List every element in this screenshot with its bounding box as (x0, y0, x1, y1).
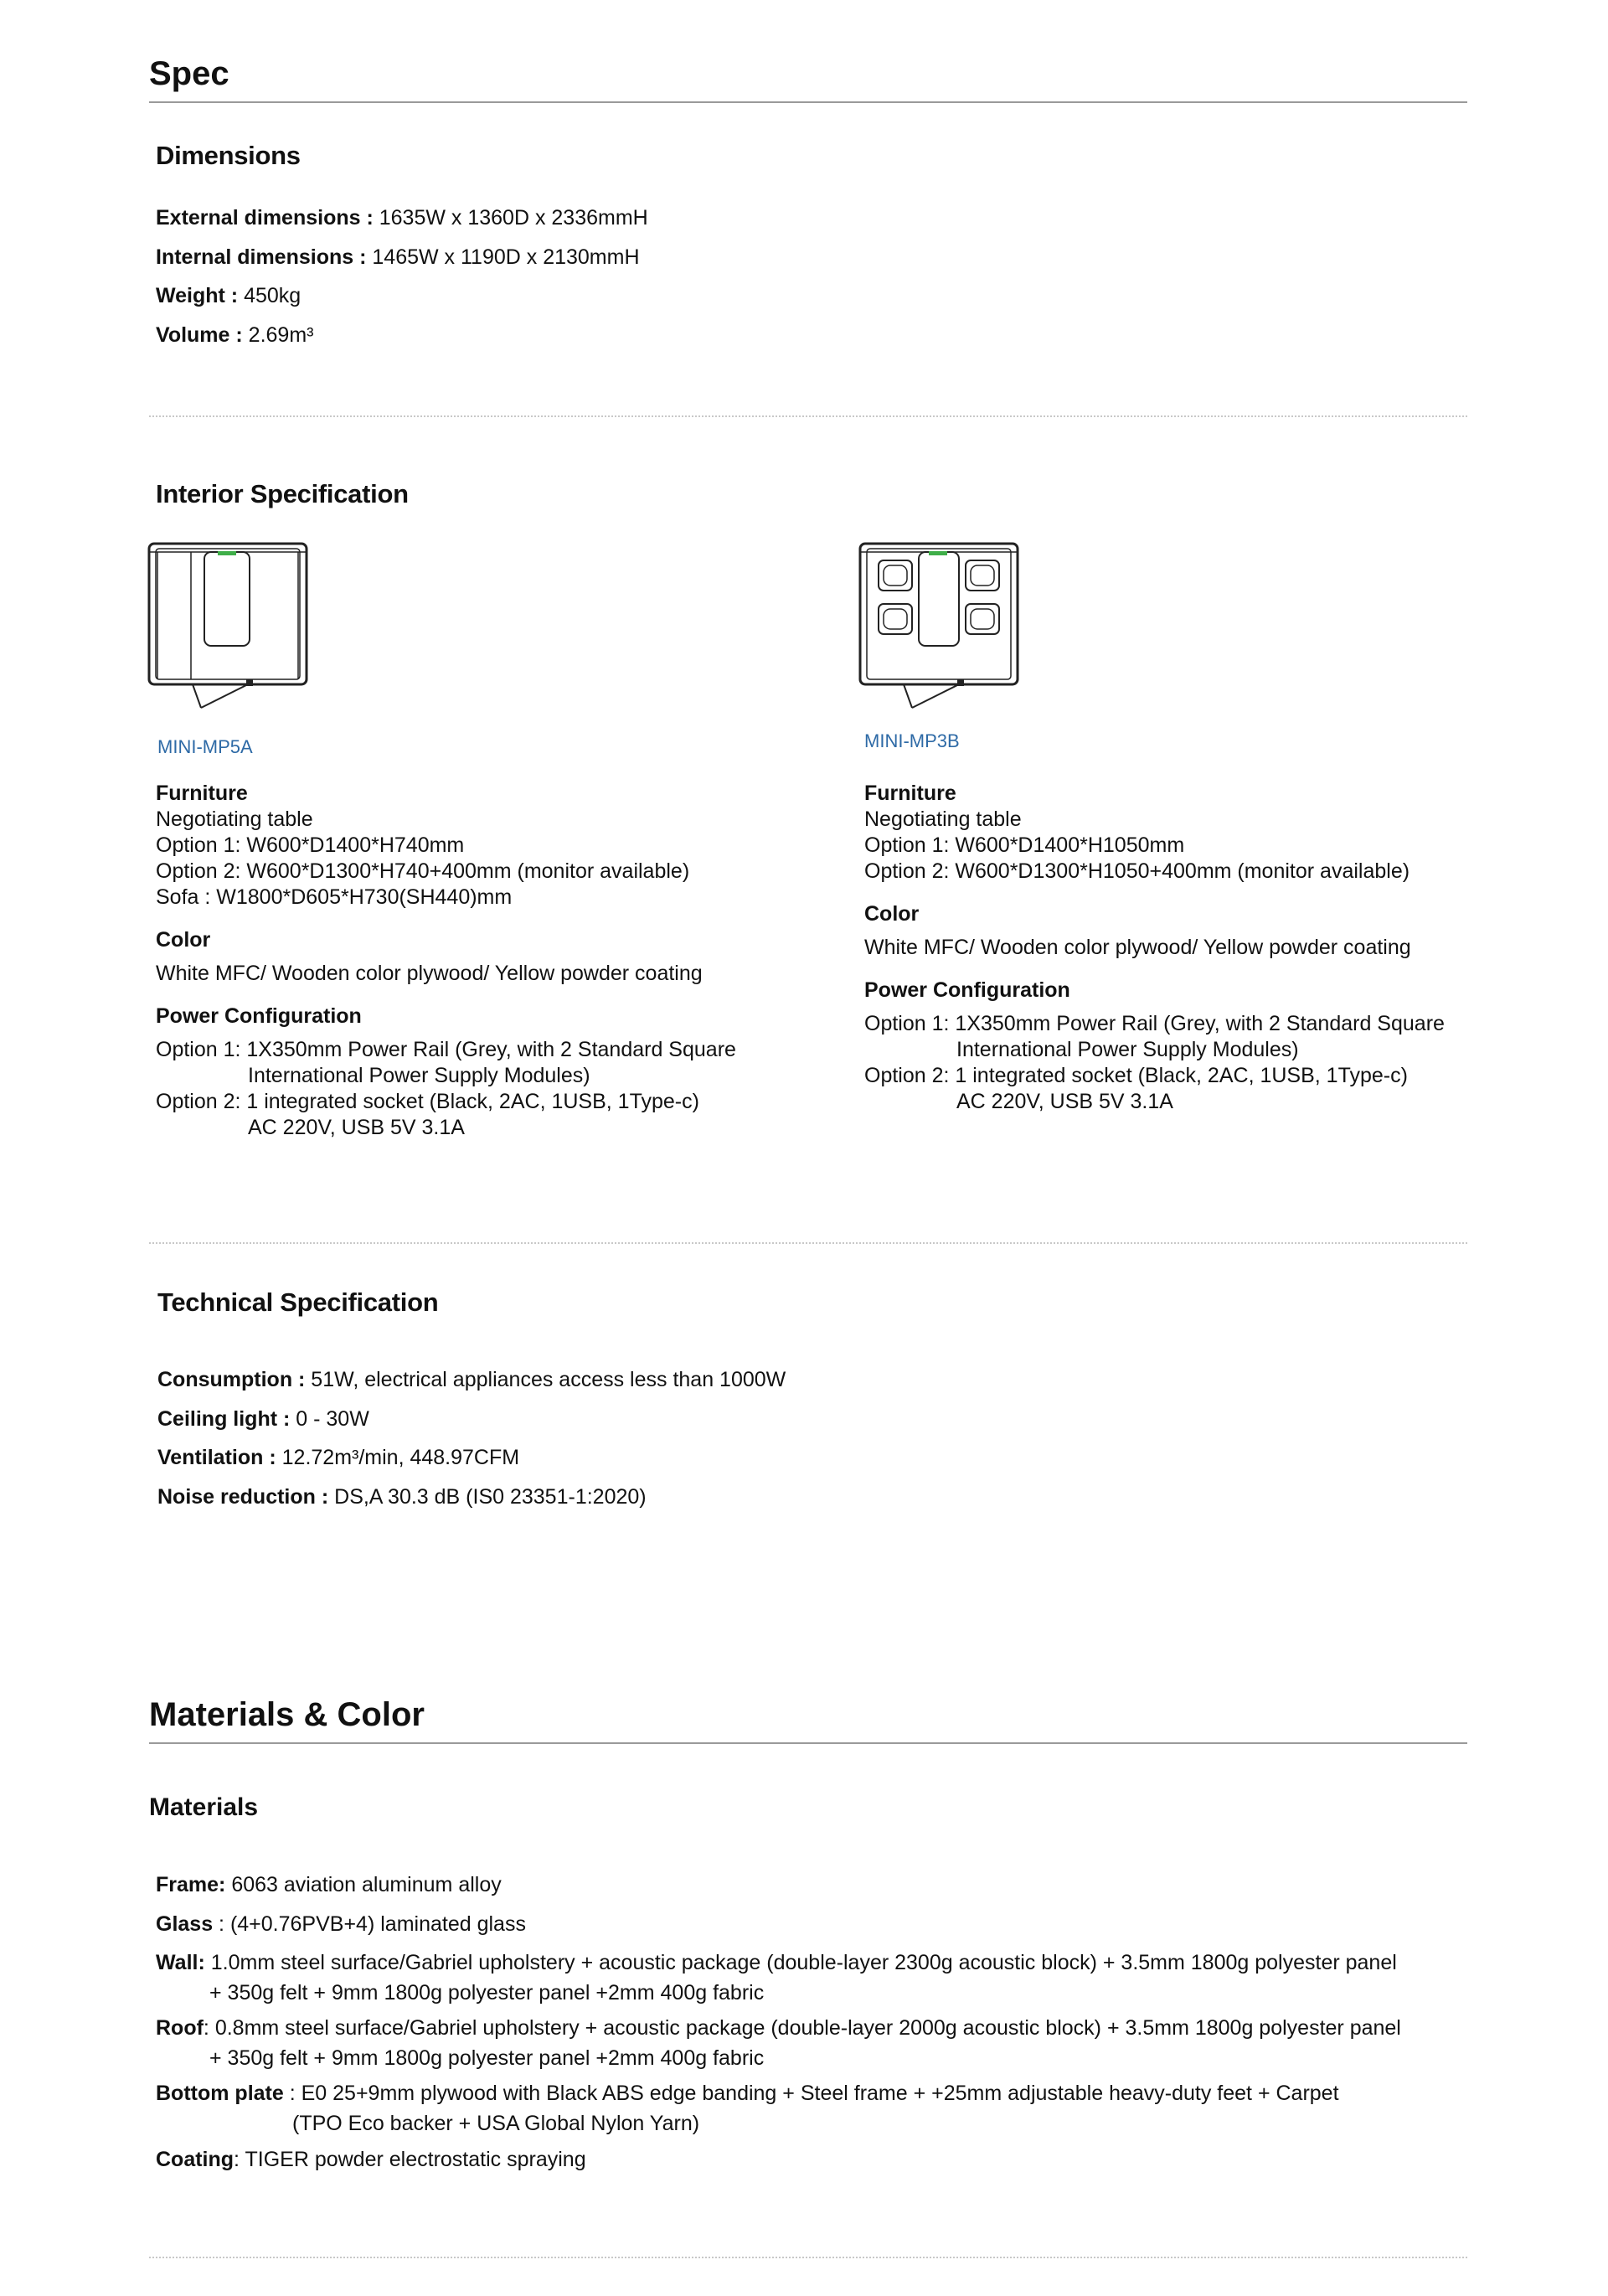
mp5a-power-line: AC 220V, USB 5V 3.1A (248, 1116, 465, 1139)
mp3b-furniture-line: Option 1: W600*D1400*H1050mm (864, 833, 1185, 857)
mp5a-model-label: MINI-MP5A (157, 736, 253, 757)
mp3b-power-line: AC 220V, USB 5V 3.1A (956, 1090, 1173, 1113)
mp5a-power-line: Option 2: 1 integrated socket (Black, 2AC, 1USB, 1Type-c) (156, 1090, 699, 1113)
mp5a-furniture-line: Option 1: W600*D1400*H740mm (156, 833, 465, 857)
tech-ventilation: Ventilation : 12.72m³/min, 448.97CFM (157, 1446, 520, 1469)
mp5a-furniture-line: Option 2: W600*D1300*H740+400mm (monitor available) (156, 859, 690, 883)
spec-title: Spec (149, 55, 229, 92)
divider-3 (149, 2257, 1467, 2258)
tech-noise-reduction: Noise reduction : DS,A 30.3 dB (IS0 23351-1:2020) (157, 1485, 647, 1509)
interior-heading: Interior Specification (156, 479, 409, 508)
mp3b-furniture-line: Negotiating table (864, 807, 1022, 831)
divider-1 (149, 415, 1467, 417)
materials-title-rule (149, 1742, 1467, 1744)
material-roof: Roof: 0.8mm steel surface/Gabriel upholstery + acoustic package (double-layer 2000g acoustic block) + 3.5mm 1800g polyester panel + 350g felt + 9mm 1800g polyester panel +2mm 400g fabric (156, 2016, 1401, 2070)
mp3b-color: White MFC/ Wooden color plywood/ Yellow powder coating (864, 936, 1411, 959)
technical-heading: Technical Specification (157, 1287, 439, 1317)
material-bottom-plate: Bottom plate : E0 25+9mm plywood with Black ABS edge banding + Steel frame + +25mm adjustable heavy-duty feet + Carpet (TPO Eco backer + USA Global Nylon Yarn) (156, 2082, 1339, 2135)
mp3b-furniture-line: Option 2: W600*D1300*H1050+400mm (monitor available) (864, 859, 1410, 883)
dim-external: External dimensions : 1635W x 1360D x 2336mmH (156, 206, 648, 230)
mp5a-power-line: Option 1: 1X350mm Power Rail (Grey, with 2 Standard Square (156, 1038, 736, 1061)
mp5a-furniture-line: Negotiating table (156, 807, 313, 831)
spec-title-rule (149, 101, 1467, 103)
mp5a-power-label: Power Configuration (156, 1004, 362, 1028)
mp3b-details (864, 781, 1445, 1115)
mp3b-color-label: Color (864, 902, 920, 926)
mp3b-power-line: Option 2: 1 integrated socket (Black, 2AC, 1USB, 1Type-c) (864, 1064, 1408, 1087)
mp5a-details (156, 781, 736, 1141)
mp5a-furniture-label: Furniture (156, 782, 248, 805)
material-glass: Glass : (4+0.76PVB+4) laminated glass (156, 1912, 526, 1936)
mp5a-power-line: International Power Supply Modules) (248, 1064, 590, 1087)
mp3b-model-label: MINI-MP3B (864, 730, 960, 751)
tech-consumption: Consumption : 51W, electrical appliances access less than 1000W (157, 1368, 786, 1391)
materials-color-title: Materials & Color (149, 1696, 425, 1733)
mp5a-color: White MFC/ Wooden color plywood/ Yellow powder coating (156, 962, 703, 985)
material-coating: Coating: TIGER powder electrostatic spraying (156, 2148, 586, 2171)
mp5a-furniture-line: Sofa : W1800*D605*H730(SH440)mm (156, 885, 513, 909)
dim-volume: Volume : 2.69m³ (156, 323, 314, 347)
mp3b-power-line: Option 1: 1X350mm Power Rail (Grey, with 2 Standard Square (864, 1012, 1445, 1035)
material-wall: Wall: 1.0mm steel surface/Gabriel upholstery + acoustic package (double-layer 2300g acoustic block) + 3.5mm 1800g polyester panel + 350g felt + 9mm 1800g polyester panel +2mm 400g fabric (156, 1951, 1397, 2004)
mp5a-floor-plan (147, 540, 312, 716)
dimensions-heading: Dimensions (156, 141, 301, 170)
dim-internal: Internal dimensions : 1465W x 1190D x 2130mmH (156, 245, 640, 269)
tech-ceiling-light: Ceiling light : 0 - 30W (157, 1407, 369, 1431)
mp3b-floor-plan (858, 540, 1023, 716)
mp5a-color-label: Color (156, 928, 211, 952)
mp3b-power-line: International Power Supply Modules) (956, 1038, 1299, 1061)
material-frame: Frame: 6063 aviation aluminum alloy (156, 1873, 502, 1896)
mp3b-power-label: Power Configuration (864, 978, 1070, 1002)
materials-heading: Materials (149, 1793, 259, 1821)
divider-2 (149, 1242, 1467, 1244)
dim-weight: Weight : 450kg (156, 284, 302, 307)
mp3b-furniture-label: Furniture (864, 782, 956, 805)
